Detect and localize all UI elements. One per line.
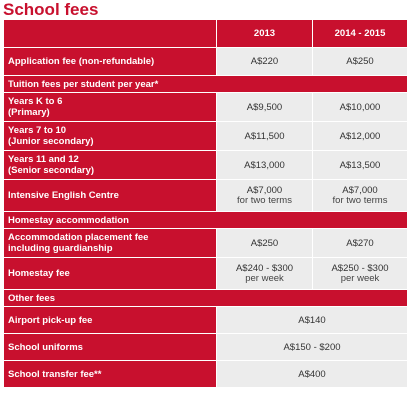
- row-label: School uniforms: [4, 334, 217, 361]
- row-label: [4, 122, 217, 151]
- fee-value: A$250: [217, 229, 313, 258]
- fee-value: A$13,500: [313, 151, 408, 180]
- row-label: [4, 151, 217, 180]
- row-label: Homestay fee: [4, 258, 217, 290]
- fee-value: [217, 180, 313, 212]
- fee-note: per week: [245, 273, 284, 284]
- table-row: [4, 361, 408, 388]
- fee-value: A$150 - $200: [217, 334, 408, 361]
- row-label: Intensive English Centre: [4, 180, 217, 212]
- row-label-line: Accommodation placement fee: [8, 232, 149, 243]
- table-row: [4, 122, 408, 151]
- fee-value: A$270: [313, 229, 408, 258]
- table-row: [4, 334, 408, 361]
- table-row: [4, 180, 408, 212]
- table-row: [4, 93, 408, 122]
- section-row: [4, 212, 408, 229]
- page-title: School fees: [3, 0, 99, 19]
- row-label-line: including guardianship: [8, 243, 113, 254]
- fee-amount: A$7,000: [246, 185, 283, 196]
- section-heading: Tuition fees per student per year*: [4, 76, 408, 93]
- row-label-line: (Primary): [8, 107, 50, 118]
- row-label: Airport pick-up fee: [4, 307, 217, 334]
- fee-note: for two terms: [237, 195, 292, 206]
- table-row: [4, 48, 408, 76]
- section-heading: Other fees: [4, 290, 408, 307]
- header-2014-2015: 2014 - 2015: [313, 20, 408, 48]
- table-row: [4, 307, 408, 334]
- row-label: Application fee (non-refundable): [4, 48, 217, 76]
- fee-note: per week: [340, 273, 380, 284]
- table-row: [4, 151, 408, 180]
- header-blank-cell: [4, 20, 217, 48]
- table-row: [4, 229, 408, 258]
- fee-amount: A$7,000: [342, 185, 378, 196]
- fee-value: A$12,000: [313, 122, 408, 151]
- fee-amount: A$250 - $300: [331, 263, 389, 274]
- row-label-line: (Junior secondary): [8, 136, 94, 147]
- fee-value: A$140: [217, 307, 408, 334]
- fee-amount: A$240 - $300: [235, 263, 294, 274]
- row-label: [4, 93, 217, 122]
- row-label: [4, 229, 217, 258]
- row-label-line: Years 7 to 10: [8, 125, 67, 136]
- fee-value: A$250: [313, 48, 408, 76]
- fee-value: A$11,500: [217, 122, 313, 151]
- fee-value: A$220: [217, 48, 313, 76]
- fees-table: [3, 19, 408, 388]
- fee-value: [313, 180, 408, 212]
- fee-value: A$9,500: [217, 93, 313, 122]
- table-row: [4, 258, 408, 290]
- fee-note: for two terms: [332, 195, 388, 206]
- table-header-row: [4, 20, 408, 48]
- section-heading: Homestay accommodation: [4, 212, 408, 229]
- fee-value: A$13,000: [217, 151, 313, 180]
- row-label-line: (Senior secondary): [8, 165, 95, 176]
- fee-value: [313, 258, 408, 290]
- row-label: School transfer fee**: [4, 361, 217, 388]
- fee-value: A$400: [217, 361, 408, 388]
- fee-value: A$10,000: [313, 93, 408, 122]
- section-row: [4, 290, 408, 307]
- header-2013: 2013: [217, 20, 313, 48]
- row-label-line: Years 11 and 12: [8, 154, 79, 165]
- row-label-line: Years K to 6: [8, 96, 63, 107]
- fee-value: [217, 258, 313, 290]
- section-row: [4, 76, 408, 93]
